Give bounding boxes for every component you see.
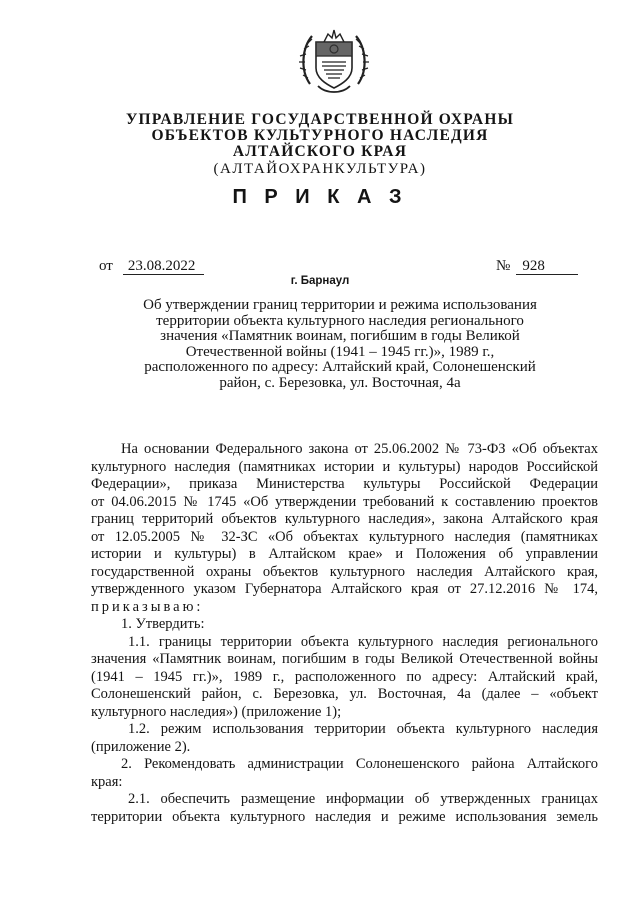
body-line: 2.1. обеспечить размещение информации об утвержденных границах [128,791,598,807]
body-line: (приложение 2). [91,738,191,755]
number-value: 928 [516,259,578,275]
subject-line: расположенного по адресу: Алтайский край, Солонешенский [144,359,536,375]
body-line: культурного наследия (памятниках истории и культуры) народов Российской [91,458,598,475]
body-line: территории объекта культурного наследия и режиме использования земель [91,808,598,825]
body-line: утвержденного указом Губернатора Алтайского края от 27.12.2016 № 174, [91,581,598,597]
body-line: Федерации», приказа Министерства культуры Российской Федерации [91,476,598,492]
body-line: 1. Утвердить: [121,616,205,632]
body-line: истории и культуры) в Алтайском крае» и Положения об управлении [91,546,598,562]
subject-line: Отечественной войны (1941 – 1945 гг.)», 1989 г., [185,343,495,360]
subject-line: Об утверждении границ территории и режима использования [143,297,537,313]
body-line: края: [91,773,123,790]
body-line: (1941 – 1945 гг.)», 1989 г., расположенного по адресу: Алтайский край, [91,668,598,685]
body-line: Солонешенский район, с. Березовка, ул. Восточная, 4а (далее – «объект [91,686,598,702]
subject-line: район, с. Березовка, ул. Восточная, 4а [219,374,461,391]
body-line: На основании Федерального закона от 25.06.2002 № 73-ФЗ «Об объектах [121,441,598,457]
body-line: 2. Рекомендовать администрации Солонешенского района Алтайского [121,756,598,772]
body-line: культурного наследия») (приложение 1); [91,703,342,720]
date-value: 23.08.2022 [123,259,204,275]
document-type-title: П Р И К А З [232,186,408,208]
org-name-line-3: АЛТАЙСКОГО КРАЯ [232,143,408,160]
org-name-line-1: УПРАВЛЕНИЕ ГОСУДАРСТВЕННОЙ ОХРАНЫ [125,111,514,128]
body-line: 1.1. границы территории объекта культурного наследия регионального [128,633,598,650]
body-line: приказываю: [91,598,204,615]
order-date [99,258,204,275]
body-line: 1.2. режим использования территории объекта культурного наследия [128,721,598,737]
body-line: значения «Памятник воинам, погибшим в годы Великой Отечественной войны [91,651,598,667]
date-label: от [99,258,113,274]
coat-of-arms-emblem [298,22,370,98]
body-line: границ территорий объектов культурного наследия», закона Алтайского края [91,511,598,527]
order-subject [130,298,550,391]
subject-line: территории объекта культурного наследия регионального [156,312,524,329]
body-line: от 04.06.2015 № 1745 «Об утверждении требований к составлению проектов [91,493,598,510]
subject-line: значения «Памятник воинам, погибшим в годы Великой [160,328,520,344]
body-line: от 12.05.2005 № 32-ЗС «Об объектах культурного наследия (памятниках [91,528,598,545]
city: г. Барнаул [290,275,350,287]
number-label: № [496,258,511,274]
body-line: государственной охраны объектов культурного наследия Алтайского края, [91,563,598,580]
organization-header [0,112,640,178]
org-name-line-2: ОБЪЕКТОВ КУЛЬТУРНОГО НАСЛЕДИЯ [151,127,489,144]
org-short-name: (АЛТАЙОХРАНКУЛЬТУРА) [213,161,427,177]
order-number [496,258,578,275]
order-body [91,441,598,826]
